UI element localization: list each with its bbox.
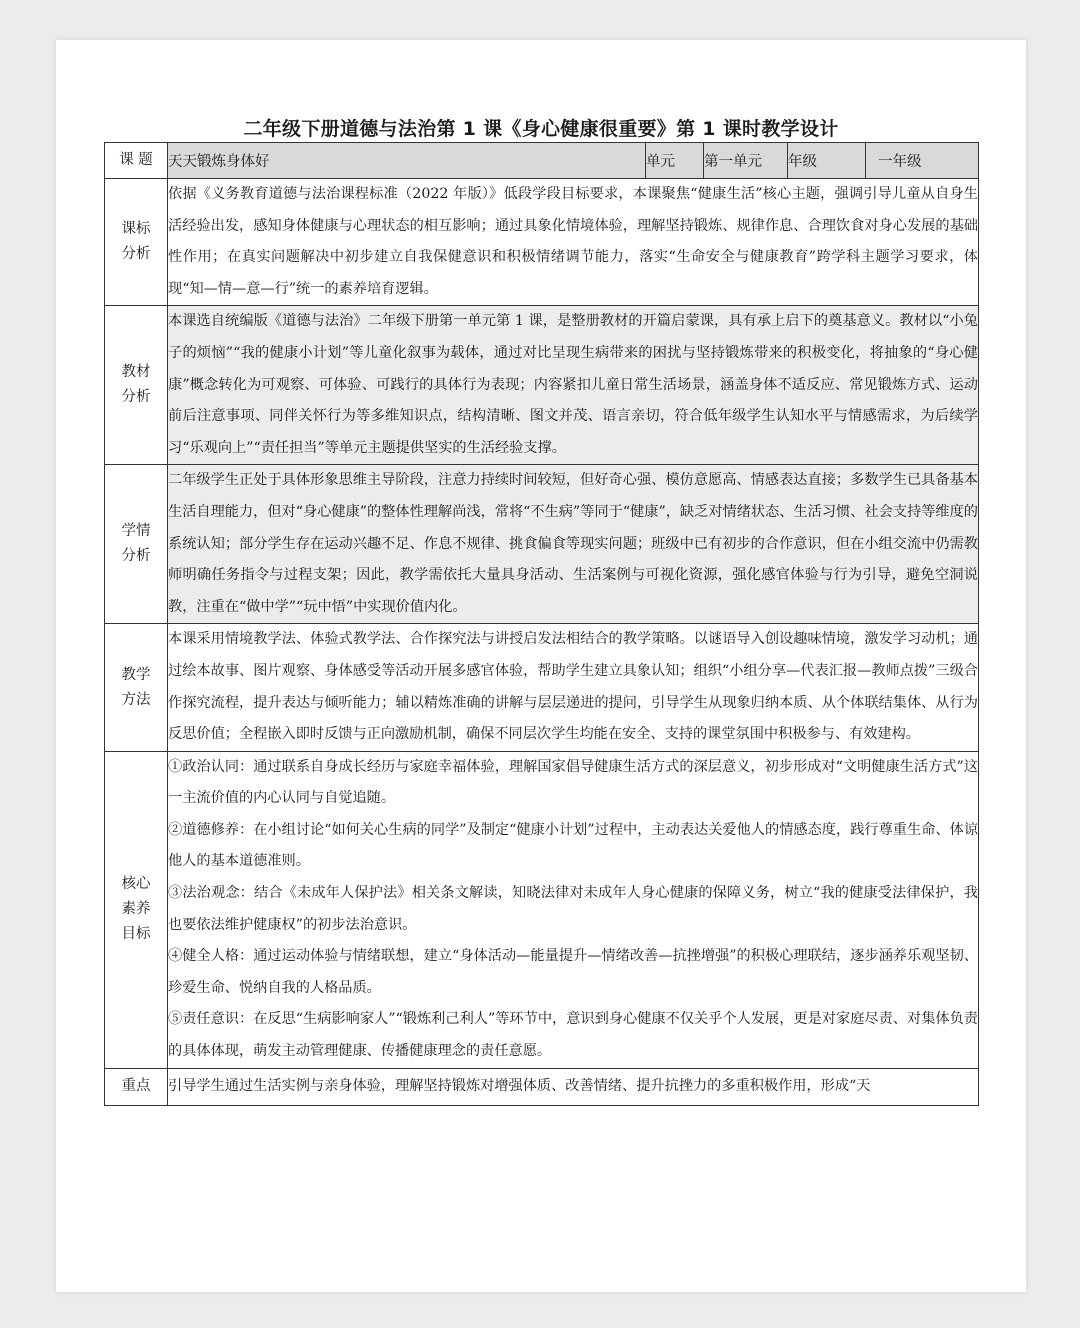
goal-item: ①政治认同：通过联系自身成长经历与家庭幸福体验，理解国家倡导健康生活方式的深层意义，初步形成对“文明健康生活方式”这一主流价值的内心认同与自觉追随。 (168, 758, 978, 807)
goal-item: ②道德修养：在小组讨论“如何关心生病的同学”及制定“健康小计划”过程中，主动表达关爱他人的情感态度，践行尊重生命、体谅他人的基本道德准则。 (168, 821, 978, 870)
goals-row (105, 751, 979, 1068)
unit-label: 单元 (646, 143, 704, 179)
textbook-row (105, 306, 979, 465)
grade-value: 一年级 (866, 143, 979, 179)
textbook-label: 教材 分析 (105, 306, 168, 465)
topic-label: 课 题 (105, 143, 168, 179)
keypoint-row (105, 1068, 979, 1105)
methods-text: 本课采用情境教学法、体验式教学法、合作探究法与讲授启发法相结合的教学策略。以谜语导入创设趣味情境，激发学习动机；通过绘本故事、图片观察、身体感受等活动开展多感官体验，帮助学生建立具象认知；组织“小组分享—代表汇报—教师点拨”三级合作探究流程，提升表达与倾听能力；辅以精炼准确的讲解与层层递进的提问，引导学生从现象归纳本质、从个体联结集体、从行为反思价值；全程嵌入即时反馈与正向激励机制，确保不同层次学生均能在安全、支持的课堂氛围中积极参与、有效建构。 (168, 624, 979, 751)
document-page (56, 40, 1026, 1292)
goals-label: 核心 素养 目标 (105, 751, 168, 1068)
students-row (105, 465, 979, 624)
lesson-plan-table (104, 142, 979, 1106)
goal-item: ④健全人格：通过运动体验与情绪联想，建立“身体活动—能量提升—情绪改善—抗挫增强”的积极心理联结，逐步涵养乐观坚韧、珍爱生命、悦纳自我的人格品质。 (168, 948, 978, 996)
unit-value: 第一单元 (704, 143, 788, 179)
goals-list (168, 751, 979, 1068)
grade-label: 年级 (788, 143, 866, 179)
keypoint-text: 引导学生通过生活实例与亲身体验，理解坚持锻炼对增强体质、改善情绪、提升抗挫力的多重积极作用，形成“天 (168, 1068, 979, 1105)
students-label: 学情 分析 (105, 465, 168, 624)
document-title: 二年级下册道德与法治第 1 课《身心健康很重要》第 1 课时教学设计 (243, 118, 839, 140)
keypoint-label: 重点 (105, 1068, 168, 1105)
textbook-text: 本课选自统编版《道德与法治》二年级下册第一单元第 1 课，是整册教材的开篇启蒙课，具有承上启下的奠基意义。教材以“小兔子的烦恼”“我的健康小计划”等儿童化叙事为载体，通过对比呈现生病带来的困扰与坚持锻炼带来的积极变化，将抽象的“身心健康”概念转化为可观察、可体验、可践行的具体行为表现；内容紧扣儿童日常生活场景，涵盖身体不适反应、常见锻炼方式、运动前后注意事项、同伴关怀行为等多维知识点，结构清晰、图文并茂、语言亲切，符合低年级学生认知水平与情感需求，为后续学习“乐观向上”“责任担当”等单元主题提供坚实的生活经验支撑。 (168, 306, 979, 465)
methods-label: 教学 方法 (105, 624, 168, 751)
topic-value: 天天锻炼身体好 (168, 143, 646, 179)
goal-item: ⑤责任意识：在反思“生病影响家人”“锻炼利己利人”等环节中，意识到身心健康不仅关乎个人发展，更是对家庭尽责、对集体负责的具体体现，萌发主动管理健康、传播健康理念的责任意愿。 (168, 1011, 978, 1060)
goal-item: ③法治观念：结合《未成年人保护法》相关条文解读，知晓法律对未成年人身心健康的保障义务，树立“我的健康受法律保护，我也要依法维护健康权”的初步法治意识。 (168, 885, 978, 933)
methods-row (105, 624, 979, 751)
students-text: 二年级学生正处于具体形象思维主导阶段，注意力持续时间较短，但好奇心强、模仿意愿高、情感表达直接；多数学生已具备基本生活自理能力，但对“身心健康”的整体性理解尚浅，常将“不生病”等同于“健康”，缺乏对情绪状态、生活习惯、社会支持等维度的系统认知；部分学生存在运动兴趣不足、作息不规律、挑食偏食等现实问题；班级中已有初步的合作意识，但在小组交流中仍需教师明确任务指令与过程支架；因此，教学需依托大量具身活动、生活案例与可视化资源，强化感官体验与行为引导，避免空洞说教，注重在“做中学”“玩中悟”中实现价值内化。 (168, 465, 979, 624)
header-row (105, 143, 979, 179)
curriculum-label: 课标 分析 (105, 179, 168, 306)
curriculum-text: 依据《义务教育道德与法治课程标准（2022 年版）》低段学段目标要求，本课聚焦“健康生活”核心主题，强调引导儿童从自身生活经验出发，感知身体健康与心理状态的相互影响；通过具象化情境体验，理解坚持锻炼、规律作息、合理饮食对身心发展的基础性作用；在真实问题解决中初步建立自我保健意识和积极情绪调节能力，落实“生命安全与健康教育”跨学科主题学习要求，体现“知—情—意—行”统一的素养培育逻辑。 (168, 179, 979, 306)
curriculum-row (105, 179, 979, 306)
